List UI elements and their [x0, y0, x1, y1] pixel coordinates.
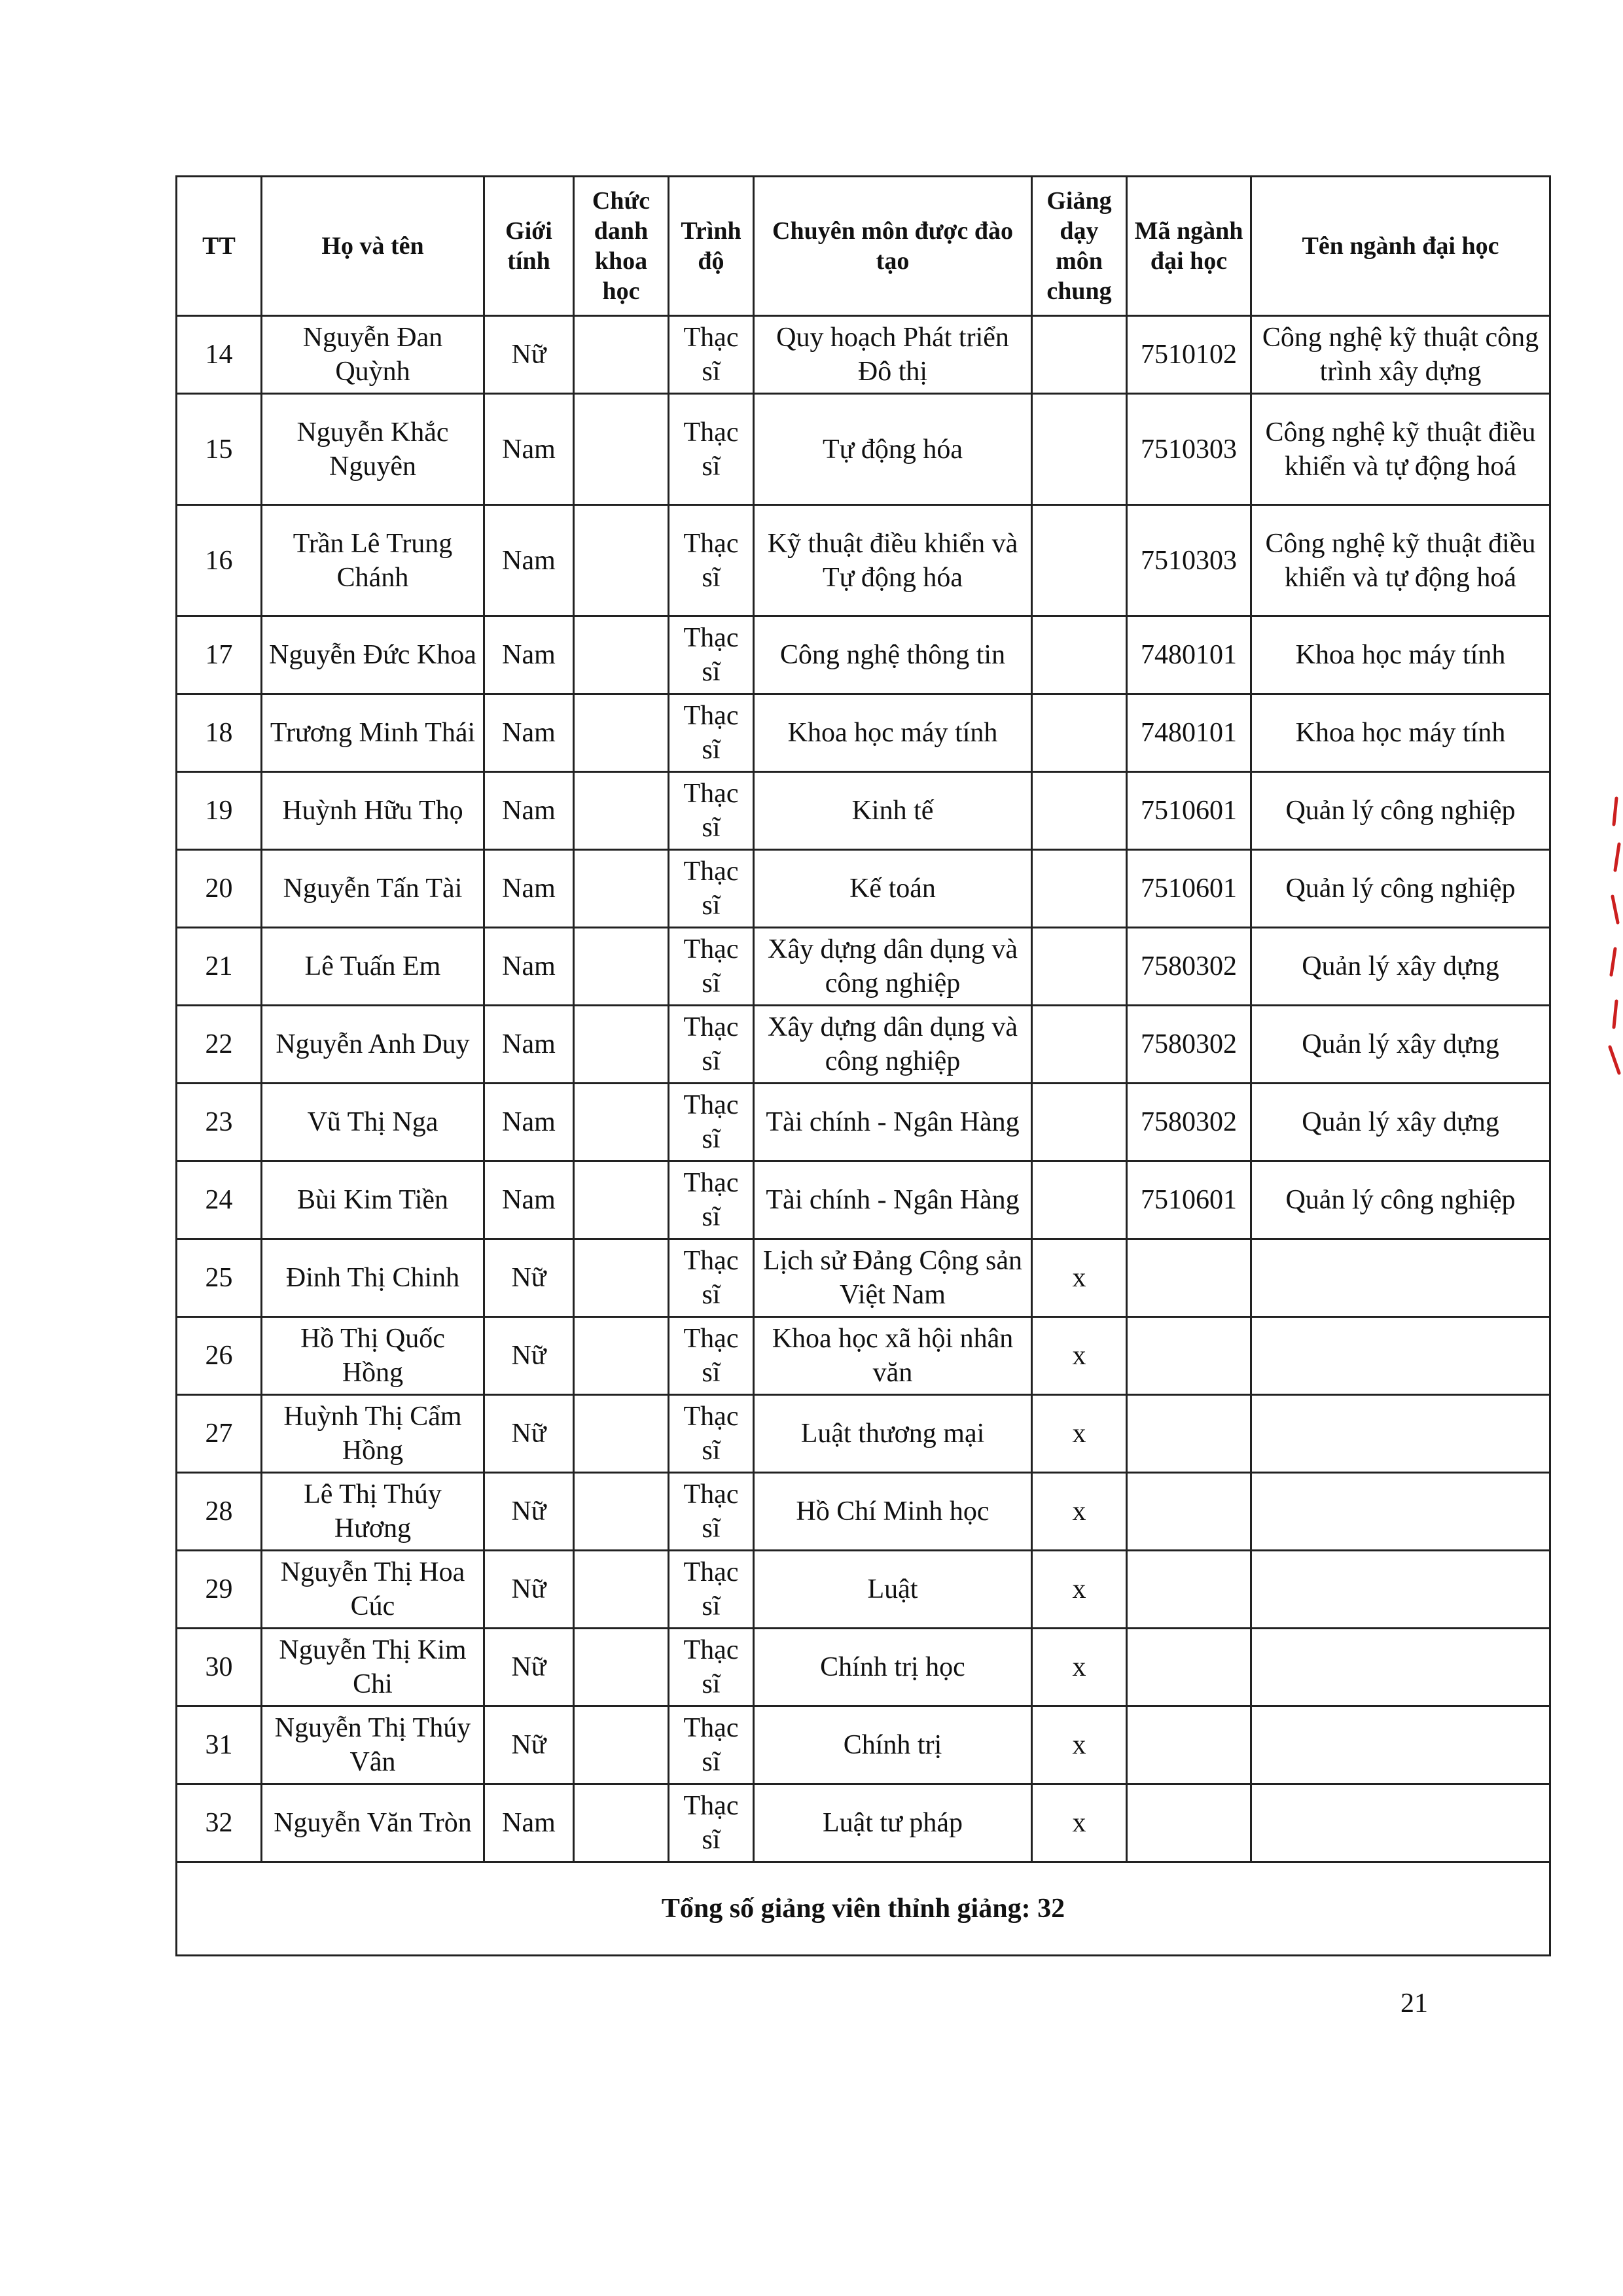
cell-major-code	[1127, 1317, 1251, 1395]
cell-tt: 32	[177, 1784, 262, 1862]
cell-major-code	[1127, 1784, 1251, 1862]
header-major-name: Tên ngành đại học	[1251, 177, 1550, 316]
cell-degree: Thạc sĩ	[669, 1161, 754, 1239]
cell-gender: Nữ	[484, 1317, 574, 1395]
cell-major-name	[1251, 1551, 1550, 1629]
table-header-row	[177, 177, 1550, 316]
cell-major-code	[1127, 1629, 1251, 1706]
cell-major-name: Quản lý xây dựng	[1251, 928, 1550, 1006]
table-row	[177, 394, 1550, 505]
cell-specialty: Lịch sử Đảng Cộng sản Việt Nam	[754, 1239, 1032, 1317]
cell-general-subject: x	[1032, 1239, 1127, 1317]
cell-name: Lê Tuấn Em	[262, 928, 484, 1006]
cell-tt: 18	[177, 694, 262, 772]
cell-degree: Thạc sĩ	[669, 1551, 754, 1629]
header-name: Họ và tên	[262, 177, 484, 316]
cell-major-code	[1127, 1706, 1251, 1784]
cell-specialty: Luật tư pháp	[754, 1784, 1032, 1862]
cell-tt: 28	[177, 1473, 262, 1551]
header-title: Chức danh khoa học	[574, 177, 669, 316]
cell-gender: Nam	[484, 1784, 574, 1862]
cell-specialty: Xây dựng dân dụng và công nghiệp	[754, 928, 1032, 1006]
cell-title	[574, 850, 669, 928]
cell-tt: 17	[177, 616, 262, 694]
cell-major-code: 7580302	[1127, 1084, 1251, 1161]
cell-degree: Thạc sĩ	[669, 1706, 754, 1784]
cell-general-subject	[1032, 1161, 1127, 1239]
cell-specialty: Chính trị học	[754, 1629, 1032, 1706]
cell-general-subject	[1032, 1006, 1127, 1084]
cell-general-subject	[1032, 850, 1127, 928]
cell-degree: Thạc sĩ	[669, 316, 754, 394]
cell-title	[574, 1551, 669, 1629]
cell-general-subject	[1032, 772, 1127, 850]
cell-degree: Thạc sĩ	[669, 850, 754, 928]
header-major-code: Mã ngành đại học	[1127, 177, 1251, 316]
cell-specialty: Tự động hóa	[754, 394, 1032, 505]
cell-general-subject: x	[1032, 1629, 1127, 1706]
cell-general-subject	[1032, 505, 1127, 616]
table-row	[177, 1161, 1550, 1239]
cell-title	[574, 694, 669, 772]
table-body	[177, 316, 1550, 1862]
cell-gender: Nam	[484, 616, 574, 694]
cell-gender: Nam	[484, 394, 574, 505]
cell-name: Hồ Thị Quốc Hồng	[262, 1317, 484, 1395]
cell-major-name: Quản lý xây dựng	[1251, 1006, 1550, 1084]
cell-tt: 30	[177, 1629, 262, 1706]
cell-name: Nguyễn Đức Khoa	[262, 616, 484, 694]
cell-degree: Thạc sĩ	[669, 616, 754, 694]
cell-tt: 22	[177, 1006, 262, 1084]
cell-title	[574, 1161, 669, 1239]
cell-degree: Thạc sĩ	[669, 694, 754, 772]
cell-major-code	[1127, 1239, 1251, 1317]
cell-general-subject: x	[1032, 1317, 1127, 1395]
cell-major-code: 7510601	[1127, 772, 1251, 850]
cell-gender: Nam	[484, 1161, 574, 1239]
cell-general-subject: x	[1032, 1395, 1127, 1473]
cell-title	[574, 1317, 669, 1395]
cell-tt: 29	[177, 1551, 262, 1629]
cell-title	[574, 772, 669, 850]
cell-major-code: 7510303	[1127, 505, 1251, 616]
table-row	[177, 850, 1550, 928]
cell-major-name: Quản lý công nghiệp	[1251, 772, 1550, 850]
cell-name: Lê Thị Thúy Hương	[262, 1473, 484, 1551]
lecturer-table	[175, 175, 1551, 1956]
cell-gender: Nam	[484, 928, 574, 1006]
table-row	[177, 1006, 1550, 1084]
cell-title	[574, 616, 669, 694]
table-row	[177, 928, 1550, 1006]
cell-tt: 27	[177, 1395, 262, 1473]
cell-specialty: Luật	[754, 1551, 1032, 1629]
header-general-subject: Giảng dạy môn chung	[1032, 177, 1127, 316]
cell-title	[574, 1473, 669, 1551]
cell-title	[574, 1395, 669, 1473]
cell-degree: Thạc sĩ	[669, 1084, 754, 1161]
cell-gender: Nữ	[484, 1629, 574, 1706]
table-row	[177, 1784, 1550, 1862]
cell-degree: Thạc sĩ	[669, 1629, 754, 1706]
table-row	[177, 316, 1550, 394]
cell-name: Nguyễn Tấn Tài	[262, 850, 484, 928]
cell-specialty: Tài chính - Ngân Hàng	[754, 1161, 1032, 1239]
cell-general-subject: x	[1032, 1706, 1127, 1784]
cell-specialty: Luật thương mại	[754, 1395, 1032, 1473]
cell-degree: Thạc sĩ	[669, 772, 754, 850]
cell-major-name: Khoa học máy tính	[1251, 694, 1550, 772]
cell-major-code: 7580302	[1127, 1006, 1251, 1084]
cell-title	[574, 1084, 669, 1161]
table-row	[177, 1629, 1550, 1706]
cell-title	[574, 1784, 669, 1862]
cell-specialty: Quy hoạch Phát triển Đô thị	[754, 316, 1032, 394]
cell-name: Bùi Kim Tiền	[262, 1161, 484, 1239]
cell-general-subject: x	[1032, 1784, 1127, 1862]
cell-general-subject: x	[1032, 1473, 1127, 1551]
cell-name: Nguyễn Anh Duy	[262, 1006, 484, 1084]
cell-title	[574, 505, 669, 616]
cell-general-subject	[1032, 394, 1127, 505]
cell-tt: 23	[177, 1084, 262, 1161]
cell-tt: 14	[177, 316, 262, 394]
cell-major-name	[1251, 1395, 1550, 1473]
cell-general-subject	[1032, 1084, 1127, 1161]
cell-name: Nguyễn Đan Quỳnh	[262, 316, 484, 394]
cell-gender: Nữ	[484, 1551, 574, 1629]
cell-degree: Thạc sĩ	[669, 1239, 754, 1317]
cell-specialty: Kế toán	[754, 850, 1032, 928]
cell-major-name	[1251, 1317, 1550, 1395]
cell-title	[574, 1706, 669, 1784]
cell-major-name: Quản lý công nghiệp	[1251, 850, 1550, 928]
cell-tt: 24	[177, 1161, 262, 1239]
cell-specialty: Chính trị	[754, 1706, 1032, 1784]
cell-title	[574, 1629, 669, 1706]
cell-major-name: Công nghệ kỹ thuật điều khiển và tự động hoá	[1251, 394, 1550, 505]
cell-degree: Thạc sĩ	[669, 1317, 754, 1395]
cell-title	[574, 1006, 669, 1084]
cell-specialty: Công nghệ thông tin	[754, 616, 1032, 694]
cell-major-name: Khoa học máy tính	[1251, 616, 1550, 694]
cell-specialty: Kỹ thuật điều khiển và Tự động hóa	[754, 505, 1032, 616]
cell-major-name: Công nghệ kỹ thuật điều khiển và tự động hoá	[1251, 505, 1550, 616]
cell-general-subject	[1032, 316, 1127, 394]
cell-tt: 25	[177, 1239, 262, 1317]
table-row	[177, 1317, 1550, 1395]
cell-major-code	[1127, 1551, 1251, 1629]
header-degree: Trình độ	[669, 177, 754, 316]
cell-gender: Nữ	[484, 316, 574, 394]
cell-gender: Nam	[484, 694, 574, 772]
cell-degree: Thạc sĩ	[669, 1006, 754, 1084]
cell-name: Nguyễn Thị Hoa Cúc	[262, 1551, 484, 1629]
cell-tt: 19	[177, 772, 262, 850]
cell-general-subject	[1032, 616, 1127, 694]
cell-name: Nguyễn Thị Thúy Vân	[262, 1706, 484, 1784]
cell-name: Trương Minh Thái	[262, 694, 484, 772]
cell-gender: Nam	[484, 505, 574, 616]
cell-major-code: 7510601	[1127, 850, 1251, 928]
cell-degree: Thạc sĩ	[669, 1784, 754, 1862]
table-row	[177, 1706, 1550, 1784]
cell-degree: Thạc sĩ	[669, 1395, 754, 1473]
cell-major-code: 7480101	[1127, 616, 1251, 694]
cell-specialty: Tài chính - Ngân Hàng	[754, 1084, 1032, 1161]
cell-gender: Nữ	[484, 1239, 574, 1317]
cell-degree: Thạc sĩ	[669, 1473, 754, 1551]
cell-title	[574, 394, 669, 505]
table-row	[177, 1473, 1550, 1551]
cell-degree: Thạc sĩ	[669, 394, 754, 505]
stamp-edge-mark	[1597, 785, 1623, 1086]
table-row	[177, 1084, 1550, 1161]
cell-gender: Nữ	[484, 1395, 574, 1473]
cell-major-name	[1251, 1706, 1550, 1784]
cell-major-name	[1251, 1239, 1550, 1317]
cell-tt: 31	[177, 1706, 262, 1784]
cell-general-subject	[1032, 694, 1127, 772]
cell-major-code: 7510102	[1127, 316, 1251, 394]
table-row	[177, 1395, 1550, 1473]
cell-tt: 16	[177, 505, 262, 616]
cell-major-name	[1251, 1473, 1550, 1551]
cell-gender: Nữ	[484, 1706, 574, 1784]
header-tt: TT	[177, 177, 262, 316]
cell-name: Trần Lê Trung Chánh	[262, 505, 484, 616]
cell-major-code: 7580302	[1127, 928, 1251, 1006]
cell-degree: Thạc sĩ	[669, 928, 754, 1006]
cell-tt: 26	[177, 1317, 262, 1395]
cell-major-name: Công nghệ kỹ thuật công trình xây dựng	[1251, 316, 1550, 394]
cell-gender: Nam	[484, 1084, 574, 1161]
cell-gender: Nam	[484, 772, 574, 850]
cell-specialty: Xây dựng dân dụng và công nghiệp	[754, 1006, 1032, 1084]
cell-general-subject: x	[1032, 1551, 1127, 1629]
cell-title	[574, 1239, 669, 1317]
cell-major-name: Quản lý công nghiệp	[1251, 1161, 1550, 1239]
cell-title	[574, 316, 669, 394]
total-text: Tổng số giảng viên thỉnh giảng: 32	[177, 1862, 1550, 1956]
cell-name: Đinh Thị Chinh	[262, 1239, 484, 1317]
cell-major-name	[1251, 1784, 1550, 1862]
cell-tt: 20	[177, 850, 262, 928]
cell-specialty: Khoa học xã hội nhân văn	[754, 1317, 1032, 1395]
cell-name: Huỳnh Hữu Thọ	[262, 772, 484, 850]
cell-tt: 15	[177, 394, 262, 505]
table-row	[177, 505, 1550, 616]
header-specialty: Chuyên môn được đào tạo	[754, 177, 1032, 316]
cell-specialty: Kinh tế	[754, 772, 1032, 850]
table-row	[177, 694, 1550, 772]
cell-specialty: Khoa học máy tính	[754, 694, 1032, 772]
table-row	[177, 616, 1550, 694]
cell-name: Nguyễn Thị Kim Chi	[262, 1629, 484, 1706]
table-row	[177, 1551, 1550, 1629]
cell-name: Nguyễn Khắc Nguyên	[262, 394, 484, 505]
table-row	[177, 1239, 1550, 1317]
cell-name: Huỳnh Thị Cẩm Hồng	[262, 1395, 484, 1473]
cell-major-code	[1127, 1395, 1251, 1473]
cell-major-code: 7510303	[1127, 394, 1251, 505]
page-number: 21	[1400, 1988, 1428, 2019]
cell-tt: 21	[177, 928, 262, 1006]
cell-gender: Nữ	[484, 1473, 574, 1551]
cell-major-code	[1127, 1473, 1251, 1551]
total-row	[177, 1862, 1550, 1956]
table-row	[177, 772, 1550, 850]
cell-major-name	[1251, 1629, 1550, 1706]
cell-major-code: 7510601	[1127, 1161, 1251, 1239]
cell-major-code: 7480101	[1127, 694, 1251, 772]
header-gender: Giới tính	[484, 177, 574, 316]
cell-gender: Nam	[484, 850, 574, 928]
cell-degree: Thạc sĩ	[669, 505, 754, 616]
cell-major-name: Quản lý xây dựng	[1251, 1084, 1550, 1161]
cell-specialty: Hồ Chí Minh học	[754, 1473, 1032, 1551]
cell-name: Vũ Thị Nga	[262, 1084, 484, 1161]
cell-general-subject	[1032, 928, 1127, 1006]
cell-title	[574, 928, 669, 1006]
cell-name: Nguyễn Văn Tròn	[262, 1784, 484, 1862]
cell-gender: Nam	[484, 1006, 574, 1084]
